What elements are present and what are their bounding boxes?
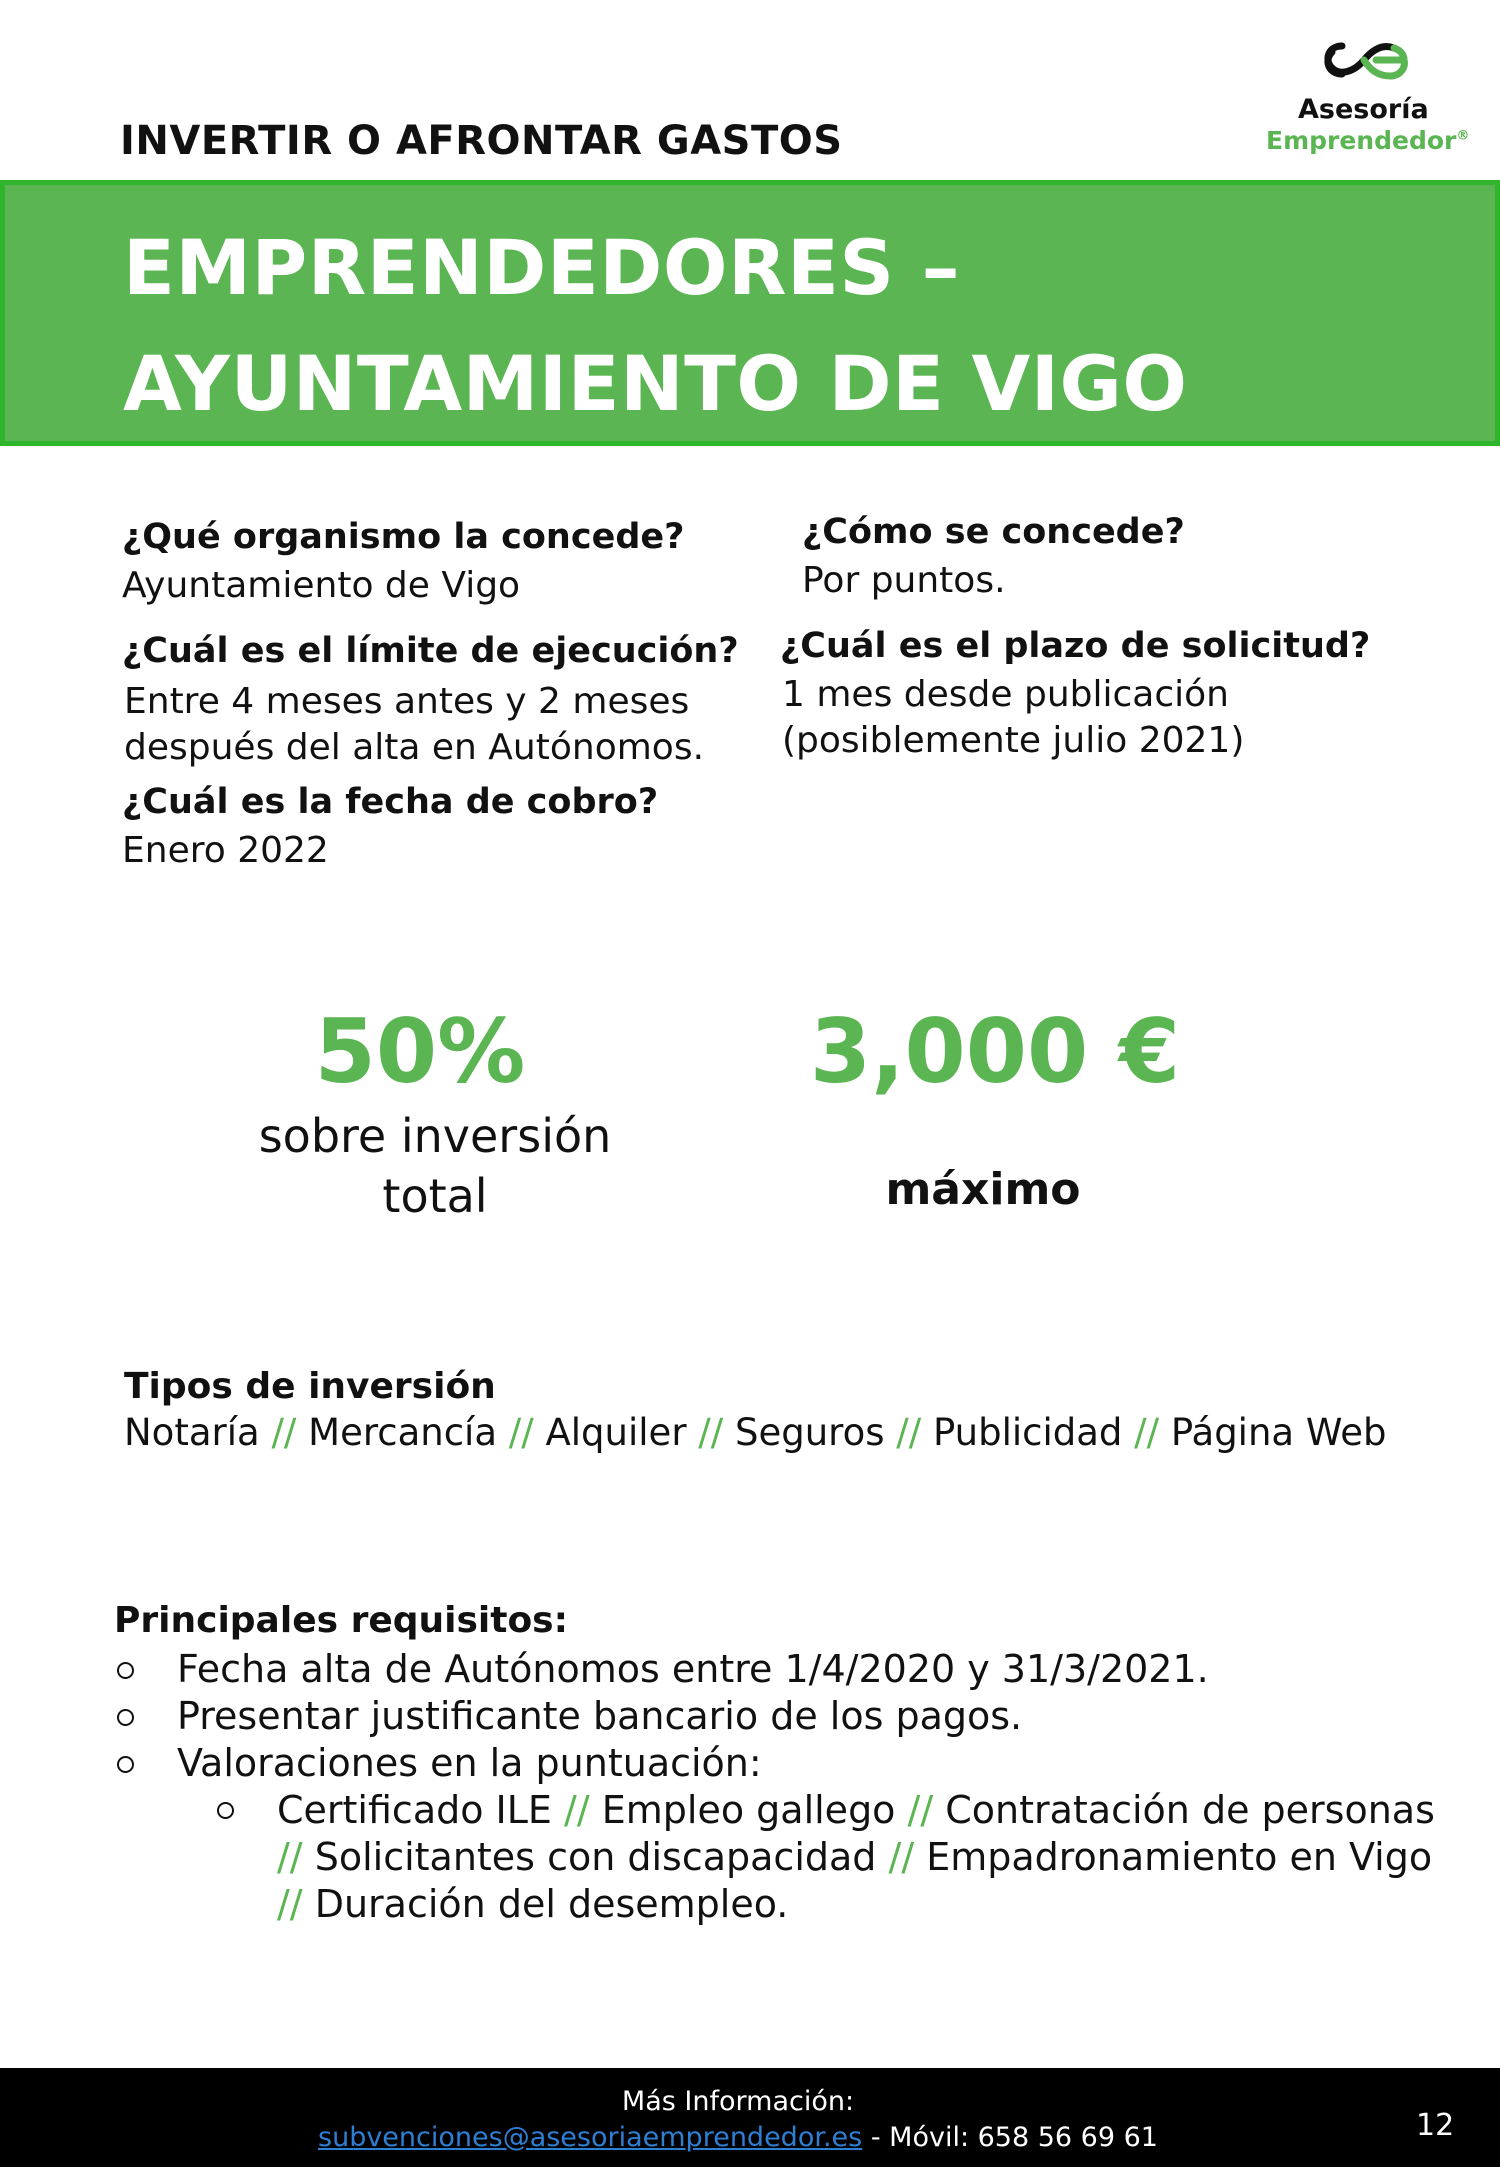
separator: // — [888, 1835, 915, 1879]
bullet-circle-icon — [117, 1709, 134, 1726]
tipo-item: Página Web — [1170, 1411, 1387, 1454]
banner-title-line1: EMPRENDEDORES – — [123, 223, 961, 312]
separator: // — [277, 1882, 303, 1926]
separator: // — [907, 1788, 934, 1832]
tipos-title: Tipos de inversión — [124, 1366, 496, 1407]
requisito-item: Fecha alta de Autónomos entre 1/4/2020 y 31/3/2021. — [177, 1647, 1209, 1691]
separator: // — [896, 1411, 922, 1454]
stat-percentage: 50% — [314, 1000, 526, 1103]
answer-plazo-line1: 1 mes desde publicación — [782, 674, 1229, 715]
question-cobro: ¿Cuál es la fecha de cobro? — [122, 782, 659, 822]
sub-item: Empadronamiento en Vigo — [926, 1835, 1433, 1879]
footer — [0, 2068, 1500, 2167]
tipo-item: Seguros — [735, 1411, 885, 1454]
answer-limite-line2: después del alta en Autónomos. — [124, 727, 705, 768]
bullet-circle-icon — [217, 1802, 234, 1819]
sub-item: Solicitantes con discapacidad — [314, 1835, 877, 1879]
logo-brand-name: Emprendedor — [1266, 126, 1457, 155]
question-limite: ¿Cuál es el límite de ejecución? — [122, 631, 739, 671]
answer-limite-line1: Entre 4 meses antes y 2 meses — [124, 681, 690, 722]
title-banner — [0, 180, 1500, 446]
bullet-circle-icon — [117, 1756, 134, 1773]
requisito-item: Presentar justificante bancario de los pagos. — [177, 1694, 1023, 1738]
answer-plazo-line2: (posiblemente julio 2021) — [782, 720, 1245, 761]
separator: // — [508, 1411, 534, 1454]
sub-item: Contratación de personas — [945, 1788, 1435, 1832]
tipo-item: Publicidad — [932, 1411, 1123, 1454]
email-link[interactable]: subvenciones@asesoriaemprendedor.es — [318, 2122, 863, 2153]
footer-contact — [0, 2122, 1476, 2153]
footer-phone: - Móvil: 658 56 69 61 — [870, 2122, 1158, 2153]
company-logo — [1260, 38, 1475, 163]
sub-item: Certificado ILE — [277, 1788, 552, 1832]
sub-item: Duración del desempleo. — [314, 1882, 789, 1926]
banner-title-line2: AYUNTAMIENTO DE VIGO — [123, 339, 1188, 428]
separator: // — [271, 1411, 297, 1454]
question-organismo: ¿Qué organismo la concede? — [122, 517, 685, 557]
separator: // — [564, 1788, 590, 1832]
requisito-item: Valoraciones en la puntuación: — [177, 1741, 762, 1785]
answer-como: Por puntos. — [802, 560, 1006, 601]
footer-label: Más Información: — [621, 2086, 855, 2117]
tipo-item: Notaría — [124, 1411, 260, 1454]
sub-item: Empleo gallego — [601, 1788, 896, 1832]
stat-max-amount: 3,000 € — [809, 1000, 1181, 1103]
separator: // — [1134, 1411, 1160, 1454]
tipos-list — [124, 1411, 1387, 1454]
logo-text-line1: Asesoría — [1298, 94, 1429, 125]
stat-max-caption: máximo — [885, 1164, 1081, 1215]
page-number: 12 — [1416, 2108, 1455, 2143]
registered-mark: ® — [1456, 128, 1470, 144]
question-plazo: ¿Cuál es el plazo de solicitud? — [780, 626, 1371, 666]
stat-percentage-caption-line1: sobre inversión — [258, 1109, 612, 1163]
separator: // — [698, 1411, 724, 1454]
answer-cobro: Enero 2022 — [122, 830, 329, 871]
requisitos-title: Principales requisitos: — [114, 1600, 569, 1641]
requisito-sub-list — [277, 1787, 1437, 1928]
section-header: INVERTIR O AFRONTAR GASTOS — [120, 118, 843, 164]
stat-percentage-caption-line2: total — [382, 1169, 488, 1223]
answer-organismo: Ayuntamiento de Vigo — [122, 565, 521, 606]
bullet-circle-icon — [117, 1662, 134, 1679]
question-como: ¿Cómo se concede? — [802, 512, 1185, 552]
separator: // — [277, 1835, 303, 1879]
infinity-logo-icon — [1320, 38, 1410, 88]
logo-text-line2 — [1266, 126, 1469, 155]
tipo-item: Alquiler — [545, 1411, 687, 1454]
tipo-item: Mercancía — [308, 1411, 497, 1454]
